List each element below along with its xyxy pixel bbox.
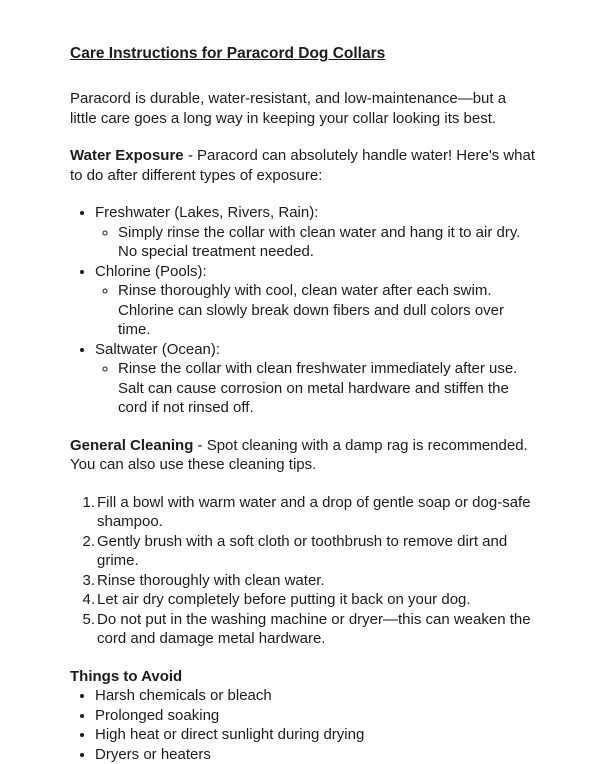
general-cleaning-lead-text: - Spot cleaning with a damp rag is recommended. You can also use these cleaning tips. (70, 436, 528, 474)
step-text: Fill a bowl with warm water and a drop of gentle soap or dog-safe shampoo. (97, 493, 531, 531)
avoid-item-text: Harsh chemicals or bleach (95, 687, 272, 705)
list-item-detail-text: Simply rinse the collar with clean water and hang it to air dry. No special treatment needed. (118, 223, 521, 261)
water-exposure-lead-text: - Paracord can absolutely handle water! Here's what to do after different types of exposure: (70, 147, 536, 184)
avoid-item (95, 725, 536, 745)
avoid-item (95, 686, 536, 706)
list-item-chlorine (95, 262, 536, 340)
step-item (97, 610, 536, 649)
water-exposure-list (70, 203, 536, 418)
list-item-detail (118, 281, 536, 340)
step-item (97, 493, 536, 532)
avoid-item-text: Prolonged soaking (95, 706, 220, 724)
list-item-saltwater (95, 340, 536, 418)
cleaning-steps-list (70, 493, 536, 649)
water-exposure-paragraph (70, 146, 536, 185)
list-item-label: Freshwater (Lakes, Rivers, Rain): (95, 204, 319, 222)
step-text: Do not put in the washing machine or dryer—this can weaken the cord and damage metal hardware. (97, 610, 531, 648)
step-item (97, 590, 536, 610)
avoid-item-text: High heat or direct sunlight during drying (95, 726, 365, 744)
list-item-detail (118, 359, 536, 418)
list-item-label: Chlorine (Pools): (95, 262, 207, 280)
intro-text: Paracord is durable, water-resistant, and low-maintenance—but a little care goes a long way in keeping your collar looking its best. (70, 90, 507, 127)
page-title: Care Instructions for Paracord Dog Collars (70, 45, 386, 62)
general-cleaning-paragraph (70, 436, 536, 475)
sub-list (95, 223, 536, 262)
sub-list (95, 281, 536, 340)
step-text: Let air dry completely before putting it back on your dog. (97, 591, 471, 609)
step-text: Rinse thoroughly with clean water. (97, 571, 325, 589)
step-text: Gently brush with a soft cloth or toothbrush to remove dirt and grime. (97, 532, 508, 570)
things-to-avoid-heading: Things to Avoid (70, 667, 183, 685)
list-item-label: Saltwater (Ocean): (95, 340, 221, 358)
sub-list (95, 359, 536, 418)
list-item-detail-text: Rinse thoroughly with cool, clean water after each swim. Chlorine can slowly break down fibers and dull colors over time. (118, 282, 505, 339)
step-item (97, 532, 536, 571)
water-exposure-heading: Water Exposure (70, 147, 184, 165)
step-item (97, 571, 536, 591)
avoid-item (95, 745, 536, 764)
things-to-avoid-list (70, 686, 536, 764)
general-cleaning-heading: General Cleaning (70, 436, 194, 454)
intro-paragraph (70, 89, 536, 128)
avoid-item-text: Dryers or heaters (95, 745, 211, 763)
avoid-item (95, 706, 536, 726)
list-item-freshwater (95, 203, 536, 262)
list-item-detail-text: Rinse the collar with clean freshwater immediately after use. Salt can cause corrosion on metal hardware and stiffen the cord if not rinsed off. (118, 360, 518, 417)
list-item-detail (118, 223, 536, 262)
